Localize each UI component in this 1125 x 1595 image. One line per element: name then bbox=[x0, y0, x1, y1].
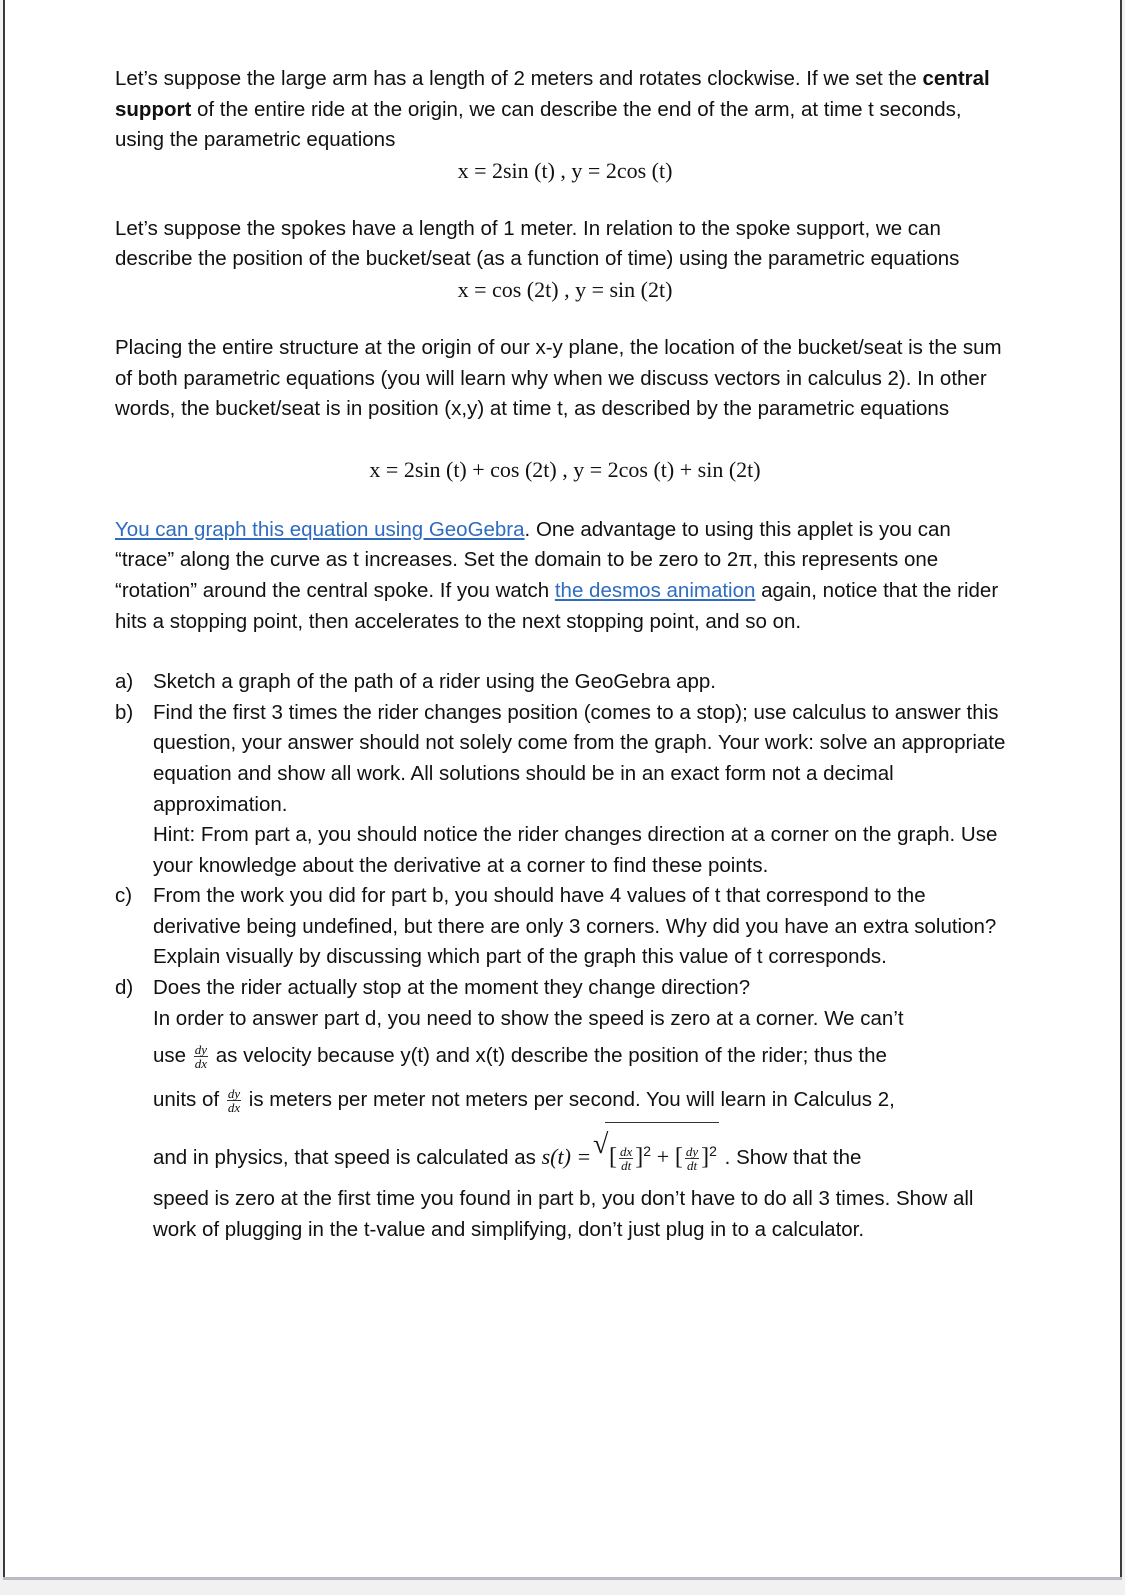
dy-dx-fraction-2: $\frac{dy}{dx}$ bbox=[227, 1086, 241, 1116]
equation-arm: x = 2sin (t) , y = 2cos (t) bbox=[457, 157, 673, 183]
bold-term: central support bbox=[115, 67, 990, 121]
desmos-link[interactable]: the desmos animation bbox=[554, 578, 756, 602]
intro-paragraph-2: Let’s suppose the spokes have a length of 1 meter. In relation to the spoke support, we can describe the position of the bucket/seat (as a function of time) using the parametric equations bbox=[115, 216, 960, 271]
hint-text: Hint: From part a, you should notice the rider changes direction at a corner on the graph. Use your knowledge about the derivative at a corner to find these points. bbox=[153, 823, 998, 877]
equation-spoke: x = cos (2t) , y = sin (2t) bbox=[457, 276, 673, 302]
page-bottom-divider bbox=[3, 1577, 1122, 1580]
speed-formula-sqrt: √ [ $\frac{dx}{dt}$ ]$^2$ + [ $\frac{dy}{dt}$ ]$^2$ bbox=[605, 1122, 719, 1184]
question-a: a) Sketch a graph of the path of a rider using the GeoGebra app. bbox=[115, 670, 716, 694]
document-page bbox=[3, 0, 1122, 1577]
question-c: c) From the work you did for part b, you should have 4 values of t that correspond to the derivative being undefined, but there are only 3 corners. Why did you have an extra solution? Explain visually by discussing which part of the graph this value of t corresponds. bbox=[115, 884, 997, 969]
document-body bbox=[115, 64, 1015, 1245]
question-list bbox=[115, 667, 1015, 1245]
equation-combined: x = 2sin (t) + cos (2t) , y = 2cos (t) + sin (2t) bbox=[369, 456, 761, 482]
question-b: b) Find the first 3 times the rider changes position (comes to a stop); use calculus to answer this question, your answer should not solely come from the graph. Your work: solve an appropriate equation and show all work. All solutions should be in an exact form not a decimal approximation. Hint: From part a, you should notice the rider changes direction at a corner on the graph. Use your knowledge about the derivative at a corner to find these points. bbox=[115, 700, 1006, 877]
speed-formula-lhs: s(t) = bbox=[541, 1144, 592, 1170]
dy-dx-fraction: $\frac{dy}{dx}$ bbox=[194, 1042, 208, 1072]
question-d: d) Does the rider actually stop at the moment they change direction? In order to answer part d, you need to show the speed is zero at a corner. We can’t use $\frac{dy}{dx}$ as velocity because y(t) and x(t) describe the position of the rider; thus the units of $\frac{dy}{dx}$ is meters per meter not meters per second. You will learn in Calculus 2, and in physics, that speed is calculated as s(t) = √ [ $\frac{dx}{dt}$ ]$^2$ + [ $\frac{dy}{dt}$ ]$^2$ . Show that the speed is zero at the first time you found in part b, you don’t have to do all 3 times. Show all work of plugging in the t-value and simplifying, don’t just plug in to a calculator. bbox=[115, 973, 1015, 1245]
intro-paragraph-1: Let’s suppose the large arm has a length of 2 meters and rotates clockwise. If we set the central support of the entire ride at the origin, we can describe the end of the arm, at time t seconds, using the parametric equations bbox=[115, 67, 990, 152]
intro-paragraph-3: Placing the entire structure at the origin of our x-y plane, the location of the bucket/seat is the sum of both parametric equations (you will learn why when we discuss vectors in calculus 2). In other words, the bucket/seat is in position (x,y) at time t, as described by the parametric equations bbox=[115, 335, 1002, 421]
geogebra-link[interactable]: You can graph this equation using GeoGebra bbox=[115, 517, 525, 541]
geogebra-paragraph: You can graph this equation using GeoGebra. One advantage to using this applet is you can “trace” along the curve as t increases. Set the domain to be zero to 2π, this represents one “rotation” around the central spoke. If you watch the desmos animation again, notice that the rider hits a stopping point, then accelerates to the next stopping point, and so on. bbox=[115, 517, 999, 633]
